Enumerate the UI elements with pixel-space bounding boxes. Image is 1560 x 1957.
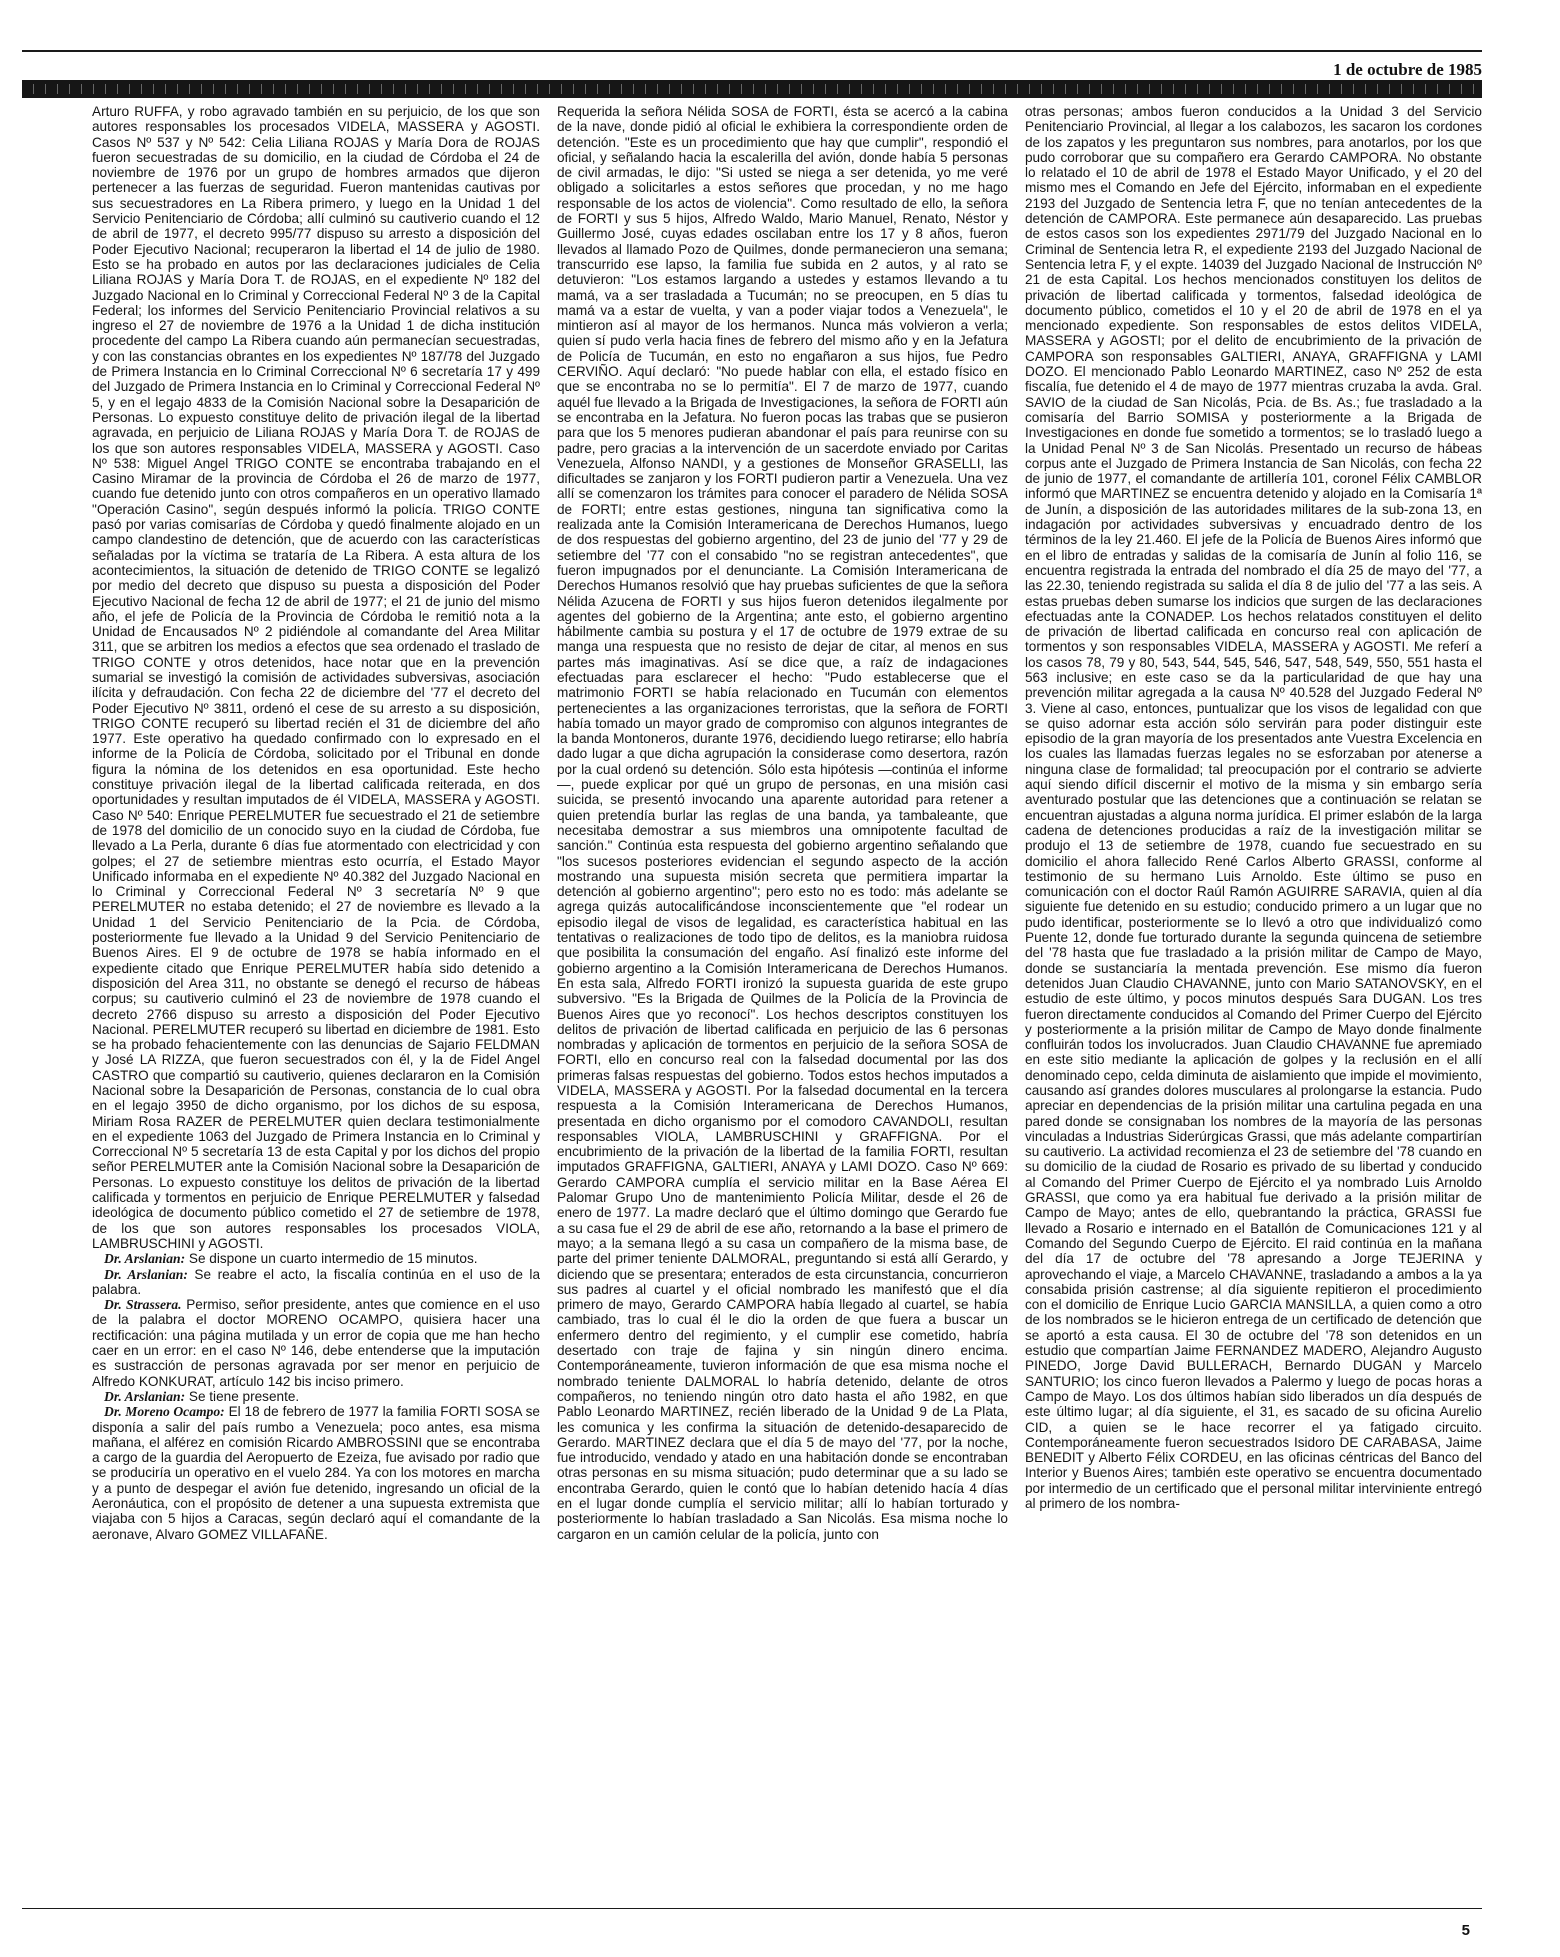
speech-text: Permiso, señor presidente, antes que comience en el uso de la palabra el doctor MORENO OCAMPO, quisiera hacer una rectificación: una página mutilada y un error de copia que me han hecho caer en un error: en el caso Nº 146, debe entenderse que la imputación es sustracción de personas agravada por ser menor en perjuicio de Alfredo KONKURAT, artículo 142 bis inciso primero. bbox=[92, 1297, 540, 1389]
paragraph bbox=[92, 1297, 540, 1389]
footer-rule bbox=[22, 1908, 1482, 1909]
header-band-texture bbox=[22, 84, 1482, 94]
paragraph bbox=[92, 1251, 540, 1266]
paragraph: Requerida la señora Nélida SOSA de FORTI, ésta se acercó a la cabina de la nave, donde pidió al oficial le exhibiera la correspondiente orden de detención. "Este es un procedimiento que hay que cumplir", respondió el oficial, y señalando hacia la escalerilla del avión, donde había 5 personas de civil armadas, le dijo: "Si usted se niega a ser detenida, yo me veré obligado a solicitarles a estos señores que procedan, y no me hago responsable de los actos de violencia". Como resultado de ello, la señora de FORTI y sus 5 hijos, Alfredo Waldo, Mario Manuel, Renato, Néstor y Guillermo José, cuyas edades oscilaban entre los 17 y 8 años, fueron llevados al llamado Pozo de Quilmes, donde permanecieron una semana; transcurrido ese lapso, la familia fue subida en 2 autos, y al rato se detuvieron: "Los estamos largando a ustedes y estamos llevando a tu mamá, va a ser trasladada a Tucumán; no se preocupen, en 5 días tu mamá va a estar de vuelta, y van a poder viajar todos a Venezuela", le mintieron así al mayor de los hermanos. Nunca más volvieron a verla; quien sí pudo verla hacia fines de febrero del mismo año y en la Jefatura de Policía de Tucumán, en esto no engañaron a sus hijos, fue Pedro CERVIÑO. Aquí declaró: "No puede hablar con ella, el estado físico en que se encontraba no se lo permitía". El 7 de marzo de 1977, cuando aquél fue llevado a la Brigada de Investigaciones, la señora de FORTI aún se encontraba en la Jefatura. No fueron pocas las trabas que se pusieron para que los 5 menores pudieran abandonar el país para reunirse con su padre, pero gracias a la intervención de un sacerdote enviado por Caritas Venezuela, Alfonso NANDI, y a gestiones de Monseñor GRASELLI, las dificultades se zanjaron y los FORTI pudieron partir a Venezuela. Una vez allí se comenzaron los trámites para conocer el paradero de Nélida SOSA de FORTI; entre estas gestiones, ninguna tan significativa como la realizada ante la Comisión Interamericana de Derechos Humanos, luego de dos respuestas del gobierno argentino, del 23 de junio del '77 y 29 de setiembre del '77 con el consabido "no se registran antecedentes", que fueron impugnados por el denunciante. La Comisión Interamericana de Derechos Humanos resolvió que hay pruebas suficientes de que la señora Nélida Azucena de FORTI y sus hijos fueron detenidos ilegalmente por agentes del gobierno de la Argentina; ante esto, el gobierno argentino hábilmente cambia su postura y el 17 de octubre de 1979 extrae de su manga una respuesta que no resisto de dejar de citar, al menos en sus partes más imaginativas. Así se dice que, a raíz de indagaciones efectuadas para esclarecer el hecho: "Pudo establecerse que el matrimonio FORTI se había relacionado en Tucumán con elementos pertenecientes a las organizaciones terroristas, que la señora de FORTI había tomado un mayor grado de compromiso con algunos integrantes de la banda Montoneros, durante 1976, decidiendo luego retirarse; ello habría dado lugar a que dicha agrupación la considerase como desertora, razón por la cual ordenó su detención. Sólo esta hipótesis —continúa el informe—, puede explicar por qué un grupo de personas, en una misión casi suicida, se presentó invocando una aparente autoridad para retener a quien pretendía burlar las reglas de una banda, ya tambaleante, que necesitaba demostrar a sus miembros una omnipotente facultad de sanción." Continúa esta respuesta del gobierno argentino señalando que "los sucesos posteriores evidencian el segundo aspecto de la acción mostrando una supuesta misión secreta que permitiera impartar la detención al gobierno argentino"; pero esto no es todo: más adelante se agrega quizás autocalificándose inconscientemente que "el rodear un episodio ilegal de visos de legalidad, es característica habitual en las tentativas o realizaciones de todo tipo de delitos, es la maniobra ruidosa que posibilita la consumación del engaño. Así finalizó este informe del gobierno argentino a la Comisión Interamericana de Derechos Humanos. En esta sala, Alfredo FORTI ironizó la supuesta guarida de este grupo subversivo. "Es la Brigada de Quilmes de la Policía de la Provincia de Buenos Aires que yo reconocí". Los hechos descriptos constituyen los delitos de privación de libertad calificada en perjuicio de las 6 personas nombradas y aplicación de tormentos en perjuicio de la señora SOSA de FORTI, ello en concurso real con la falsedad documental por las dos primeras falsas respuestas del gobierno. Todos estos hechos imputados a VIDELA, MASSERA y AGOSTI. Por la falsedad documental en la tercera respuesta a la Comisión Interamericana de Derechos Humanos, presentada en dicho organismo por el comodoro CAVANDOLI, resultan responsables VIOLA, LAMBRUSCHINI y GRAFFIGNA. Por el encubrimiento de la privación de la libertad de la familia FORTI, resultan imputados GRAFFIGNA, GALTIERI, ANAYA y LAMI DOZO. Caso Nº 669: Gerardo CAMPORA cumplía el servicio militar en la Base Aérea El Palomar Grupo Uno de mantenimiento Policía Militar, desde el 26 de enero de 1977. La madre declaró que el último domingo que Gerardo fue a su casa fue el 29 de abril de ese año, retornando a la base el primero de mayo; a la semana llegó a su casa un compañero de la misma base, de parte del primer teniente DALMORAL, preguntando si está allí Gerardo, y diciendo que se presentara; enterados de esta circunstancia, concurrieron sus padres al cuartel y el oficial nombrado les manifestó que el día primero de mayo, Gerardo CAMPORA había llegado al cuartel, se había cambiado, tras lo cual él le dio la orden de que fuera a buscar un enfermero dentro del regimiento, y el cumplir ese cometido, habría desertado con traje de fajina y sin ningún dinero encima. Contemporáneamente, tuvieron información de que esa misma noche el nombrado teniente DALMORAL lo habría detenido, delante de otros compañeros, no teniendo ningún otro dato hasta el año 1982, en que Pablo Leonardo MARTINEZ, recién liberado de la Unidad 9 de La Plata, les comunica y les confirma la situación de detenido-desaparecido de Gerardo. MARTINEZ declara que el día 5 de mayo del '77, por la noche, fue introducido, vendado y atado en una habitación donde se encontraban otras personas en su misma situación; pudo determinar que a su lado se encontraba Gerardo, quien le contó que lo habían detenido hacía 4 días en el lugar donde cumplía el servicio militar; allí lo habían torturado y posteriormente lo habían trasladado a San Nicolás. Esa misma noche lo cargaron en un camión celular de la policía, junto con bbox=[557, 104, 1008, 1542]
speaker-label: Dr. Moreno Ocampo: bbox=[104, 1404, 225, 1420]
paragraph bbox=[92, 1389, 540, 1404]
header-rule bbox=[22, 50, 1482, 52]
speech-text: Se reabre el acto, la fiscalía continúa en el uso de la palabra. bbox=[92, 1266, 540, 1297]
speech-text: El 18 de febrero de 1977 la familia FORTI SOSA se disponía a salir del país rumbo a Venezuela; poco antes, esa misma mañana, el alférez en comisión Ricardo AMBROSSINI que se encontraba a cargo de la guardia del Aeropuerto de Ezeiza, fue avisado por radio que se produciría un operativo en el vuelo 284. Ya con los motores en marcha y a punto de despegar el avión fue detenido, ingresando un oficial de la Aeronáutica, con el propósito de detener a una supuesta extremista que viajaba con 5 hijos a Caracas, según declaró aquí el comandante de la aeronave, Alvaro GOMEZ VILLAFAÑE. bbox=[92, 1404, 540, 1542]
speech-text: Se tiene presente. bbox=[188, 1388, 300, 1404]
issue-date: 1 de octubre de 1985 bbox=[1333, 60, 1482, 79]
paragraph: otras personas; ambos fueron conducidos a la Unidad 3 del Servicio Penitenciario Provincial, al llegar a los calabozos, les sacaron los cordones de los zapatos y les preguntaron sus nombres, para anotarlos, por los que pudo corroborar que su compañero era Gerardo CAMPORA. No obstante lo relatado el 10 de abril de 1978 el Estado Mayor Unificado, y el 20 del mismo mes el Comando en Jefe del Ejército, informaban en el expediente 2193 del Juzgado de Sentencia letra F, que no tenían antecedentes de la detención de CAMPORA. Este permanece aún desaparecido. Las pruebas de estos casos son los expedientes 2971/79 del Juzgado Nacional en lo Criminal de Sentencia letra R, el expediente 2193 del Juzgado Nacional de Sentencia letra F, y el expte. 14039 del Juzgado Nacional de Instrucción Nº 21 de esta Capital. Los hechos mencionados constituyen los delitos de privación de libertad calificada y tormentos, falsedad ideológica de documento público, cometidos el 10 y el 20 de abril de 1978 en el ya mencionado expediente. Son responsables de estos delitos VIDELA, MASSERA y AGOSTI; por el delito de encubrimiento de la privación de CAMPORA son responsables GALTIERI, ANAYA, GRAFFIGNA y LAMI DOZO. El mencionado Pablo Leonardo MARTINEZ, caso Nº 252 de esta fiscalía, fue detenido el 4 de mayo de 1977 mientras cruzaba la avda. Gral. SAVIO de la ciudad de San Nicolás, Pcia. de Bs. As.; fue trasladado a la comisaría del Barrio SOMISA y posteriormente a la Brigada de Investigaciones en donde fue sometido a tormentos; se lo trasladó luego a la Unidad Penal Nº 3 de San Nicolás. Presentado un recurso de hábeas corpus ante el Juzgado de Primera Instancia de San Nicolás, con fecha 22 de junio de 1977, el comandante de artillería 101, coronel Félix CAMBLOR informó que MARTINEZ se encuentra detenido y alojado en la Comisaría 1ª de Junín, a disposición de las autoridades militares de la sub-zona 13, en indagación por actividades subversivas y encuadrado dentro de los términos de la ley 21.460. El jefe de la Policía de Buenos Aires informó que en el libro de entradas y salidas de la comisaría de Junín al folio 116, se encuentra registrada la entrada del nombrado el día 25 de mayo del '77, a las 22.30, teniendo registrada su salida el día 8 de julio del '77 a las seis. A estas pruebas deben sumarse los indicios que surgen de las declaraciones efectuadas ante la CONADEP. Los hechos relatados constituyen el delito de privación de libertad calificada en concurso real con aplicación de tormentos y son responsables VIDELA, MASSERA y AGOSTI. Me referí a los casos 78, 79 y 80, 543, 544, 545, 546, 547, 548, 549, 550, 551 hasta el 563 inclusive; en este caso se da la particularidad de que hay una prevención militar agregada a la causa Nº 40.528 del Juzgado Federal Nº 3. Viene al caso, entonces, puntualizar que los visos de legalidad con que se quiso adornar esta acción sólo servirán para poder distinguir este episodio de la gran mayoría de los presentados ante Vuestra Excelencia en los cuales las llamadas fuerzas legales no se esforzaban por atenerse a ninguna clase de formalidad; tal preocupación por el contrario se advierte aquí siendo difícil discernir el motivo de la misma y sin embargo sería aventurado postular que las detenciones que a continuación se relatan se encuentran ajustadas a alguna norma jurídica. El primer eslabón de la larga cadena de detenciones producidas a raíz de la investigación militar se produjo el 13 de setiembre de 1978, cuando fue secuestrado en su domicilio el ahora fallecido René Carlos Alberto GRASSI, conforme al testimonio de su hermano Luis Arnoldo. Este último se puso en comunicación con el doctor Raúl Ramón AGUIRRE SARAVIA, quien al día siguiente fue detenido en su estudio; conducido primero a un lugar que no pudo identificar, posteriormente se lo llevó a otro que individualizó como Puente 12, donde fue torturado durante la segunda quincena de setiembre del '78 hasta que fue trasladado a la prisión militar de Campo de Mayo, donde se sustanciaría la mentada prevención. Ese mismo día fueron detenidos Juan Claudio CHAVANNE, junto con Mario SATANOVSKY, en el estudio de este último, y pocos minutos después Sara DUGAN. Los tres fueron directamente conducidos al Comando del Primer Cuerpo del Ejército y posteriormente a la prisión militar de Campo de Mayo donde finalmente confluirán todos los involucrados. Juan Claudio CHAVANNE fue apremiado en este sitio mediante la aplicación de golpes y la reclusión en el allí denominado cepo, celda diminuta de aislamiento que impide el movimiento, causando así grandes dolores musculares al prolongarse la estancia. Pudo apreciar en dependencias de la prisión militar una cartulina pegada en una pared donde se consignaban los nombres de la mayoría de las personas vinculadas a Industrias Siderúrgicas Grassi, que más adelante compartirían su cautiverio. La actividad recomienza el 23 de setiembre del '78 cuando en su domicilio de la ciudad de Rosario es privado de su libertad y conducido al Comando del Primer Cuerpo de Ejército el ya nombrado Luis Arnoldo GRASSI, que como ya era habitual fue derivado a la prisión militar de Campo de Mayo; antes de ello, quebrantando la práctica, GRASSI fue llevado a Rosario e internado en el Batallón de Comunicaciones 121 y al Comando del Segundo Cuerpo de Ejército. El raid continúa en la mañana del día 17 de octubre del '78 apresando a Jorge TEJERINA y aprovechando el viaje, a Marcelo CHAVANNE, trasladando a ambos a la ya consabida prisión castrense; al día siguiente repitieron el procedimiento con el domicilio de Enrique Lucio GARCIA MANSILLA, a quien como a otro de los nombrados se le hicieron entrega de un certificado de detención que se aportó a esta causa. El 30 de octubre del '78 son detenidos en un estudio que compartían Jaime FERNANDEZ MADERO, Alejandro Augusto PINEDO, Jorge David BULLERACH, Bernardo DUGAN y Marcelo SANTURIO; los cinco fueron llevados a Palermo y luego de pocas horas a Campo de Mayo. Los dos últimos habían sido liberados un día después de este último lugar; al día siguiente, el 31, es sacado de su oficina Aurelio CID, a quien se le hace recorrer el ya fatigado circuito. Contemporáneamente fueron secuestrados Isidoro DE CARABASA, Jaime BENEDIT y Alberto Félix CORDEU, en las oficinas céntricas del Banco del Interior y Buenos Aires; también este operativo se encuentra documentado por intermedio de un certificado que el personal militar interviniente entregó al primero de los nombra- bbox=[1025, 104, 1482, 1512]
speaker-label: Dr. Arslanian: bbox=[104, 1266, 188, 1282]
paragraph: Arturo RUFFA, y robo agravado también en su perjuicio, de los que son autores responsables los procesados VIDELA, MASSERA y AGOSTI. Casos Nº 537 y Nº 542: Celia Liliana ROJAS y María Dora de ROJAS fueron secuestradas de su domicilio, en la ciudad de Córdoba el 24 de noviembre de 1976 por un grupo de hombres armados que dijeron pertenecer a las fuerzas de seguridad. Fueron mantenidas cautivas por sus secuestradores en La Ribera primero, y luego en la Unidad 1 del Servicio Penitenciario de Córdoba; allí culminó su cautiverio cuando el 12 de abril de 1977, el decreto 995/77 dispuso su arresto a disposición del Poder Ejecutivo Nacional; recuperaron la libertad el 14 de julio de 1980. Esto se ha probado en autos por las declaraciones judiciales de Celia Liliana ROJAS y María Dora T. de ROJAS, en el expediente Nº 182 del Juzgado Nacional en lo Criminal y Correccional Federal Nº 3 de la Capital Federal; los informes del Servicio Penitenciario Provincial relativos a su ingreso el 27 de noviembre de 1976 a la Unidad 1 de dicha institución procedente del campo La Ribera cuando aún permanecían secuestradas, y con las constancias obrantes en los expedientes Nº 187/78 del Juzgado de Primera Instancia en lo Criminal Correccional Nº 6 secretaría 17 y 499 del Juzgado de Primera Instancia en lo Criminal y Correccional Federal Nº 5, y en el legajo 4833 de la Comisión Nacional sobre la Desaparición de Personas. Lo expuesto constituye delito de privación ilegal de la libertad agravada, en perjuicio de Liliana ROJAS y María Dora T. de ROJAS de los que son autores responsables VIDELA, MASSERA y AGOSTI. Caso Nº 538: Miguel Angel TRIGO CONTE se encontraba trabajando en el Casino Miramar de la provincia de Córdoba el 26 de marzo de 1977, cuando fue detenido junto con otros compañeros en un operativo llamado "Operación Casino", según después informó la policía. TRIGO CONTE pasó por varias comisarías de Córdoba y quedó finalmente alojado en un campo clandestino de detención, que de acuerdo con las características señaladas por la víctima se trataría de La Ribera. A esta altura de los acontecimientos, la situación de detenido de TRIGO CONTE se legalizó por medio del decreto que dispuso su puesta a disposición del Poder Ejecutivo Nacional de fecha 12 de abril de 1977; el 21 de junio del mismo año, el jefe de Policía de la Provincia de Córdoba le remitió nota a la Unidad de Encausados Nº 2 pidiéndole al comandante del Area Militar 311, que se arbitren los medios a efectos que sea ordenado el traslado de TRIGO CONTE y otros detenidos, hace notar que en la prevención sumarial se investigó la comisión de actividades subversivas, asociación ilícita y defraudación. Con fecha 22 de diciembre del '77 el decreto del Poder Ejecutivo Nº 3811, ordenó el cese de su arresto a su disposición, TRIGO CONTE recuperó su libertad recién el 31 de diciembre del año 1977. Este operativo ha quedado confirmado con lo expresado en el informe de la Policía de Córdoba, solicitado por el Tribunal en donde figura la nómina de los detenidos en esa oportunidad. Este hecho constituye privación ilegal de la libertad calificada reiterada, en dos oportunidades y resultan imputados de él VIDELA, MASSERA y AGOSTI. Caso Nº 540: Enrique PERELMUTER fue secuestrado el 21 de setiembre de 1978 del domicilio de un conocido suyo en la ciudad de Córdoba, fue llevado a La Perla, durante 6 días fue atormentado con electricidad y con golpes; el 27 de setiembre mientras esto ocurría, el Estado Mayor Unificado informaba en el expediente Nº 40.382 del Juzgado Nacional en lo Criminal y Correccional Federal Nº 3 secretaría Nº 9 que PERELMUTER no estaba detenido; el 27 de noviembre es llevado a la Unidad 1 del Servicio Penitenciario de la Pcia. de Córdoba, posteriormente fue llevado a la Unidad 9 del Servicio Penitenciario de Buenos Aires. El 9 de octubre de 1978 se había informado en el expediente citado que Enrique PERELMUTER había sido detenido a disposición del Area 311, no obstante se denegó el recurso de hábeas corpus; su cautiverio culminó el 23 de noviembre de 1978 cuando el decreto 2766 dispuso su arresto a disposición del Poder Ejecutivo Nacional. PERELMUTER recuperó su libertad en diciembre de 1981. Esto se ha probado fehacientemente con las denuncias de Sajario FELDMAN y José LA RIZZA, que fueron secuestrados con él, y la de Fidel Angel CASTRO que compartió su cautiverio, quienes declararon en la Comisión Nacional sobre la Desaparición de Personas, constancia de lo cual obra en el legajo 3950 de dicho organismo, por los dichos de su esposa, Miriam Rosa RAZER de PERELMUTER quien declara testimonialmente en el expediente 1063 del Juzgado de Primera Instancia en lo Criminal y Correccional Nº 5 secretaría 13 de esta Capital y por los dichos del propio señor PERELMUTER ante la Comisión Nacional sobre la Desaparición de Personas. Lo expuesto constituye los delitos de privación de la libertad calificada y tormentos en perjuicio de Enrique PERELMUTER y falsedad ideológica de documento público cometido el 27 de setiembre de 1978, de los que son autores responsables los procesados VIOLA, LAMBRUSCHINI y AGOSTI. bbox=[92, 104, 540, 1251]
text-column-2 bbox=[557, 104, 1008, 1904]
text-column-3 bbox=[1025, 104, 1482, 1904]
speaker-label: Dr. Arslanian: bbox=[104, 1388, 186, 1404]
paragraph bbox=[92, 1267, 540, 1298]
speaker-label: Dr. Arslanian: bbox=[104, 1251, 186, 1267]
speaker-label: Dr. Strassera. bbox=[104, 1297, 182, 1313]
speech-text: Se dispone un cuarto intermedio de 15 minutos. bbox=[188, 1251, 478, 1267]
paragraph bbox=[92, 1404, 540, 1542]
page-number: 5 bbox=[1461, 1922, 1470, 1939]
text-column-1 bbox=[92, 104, 540, 1904]
